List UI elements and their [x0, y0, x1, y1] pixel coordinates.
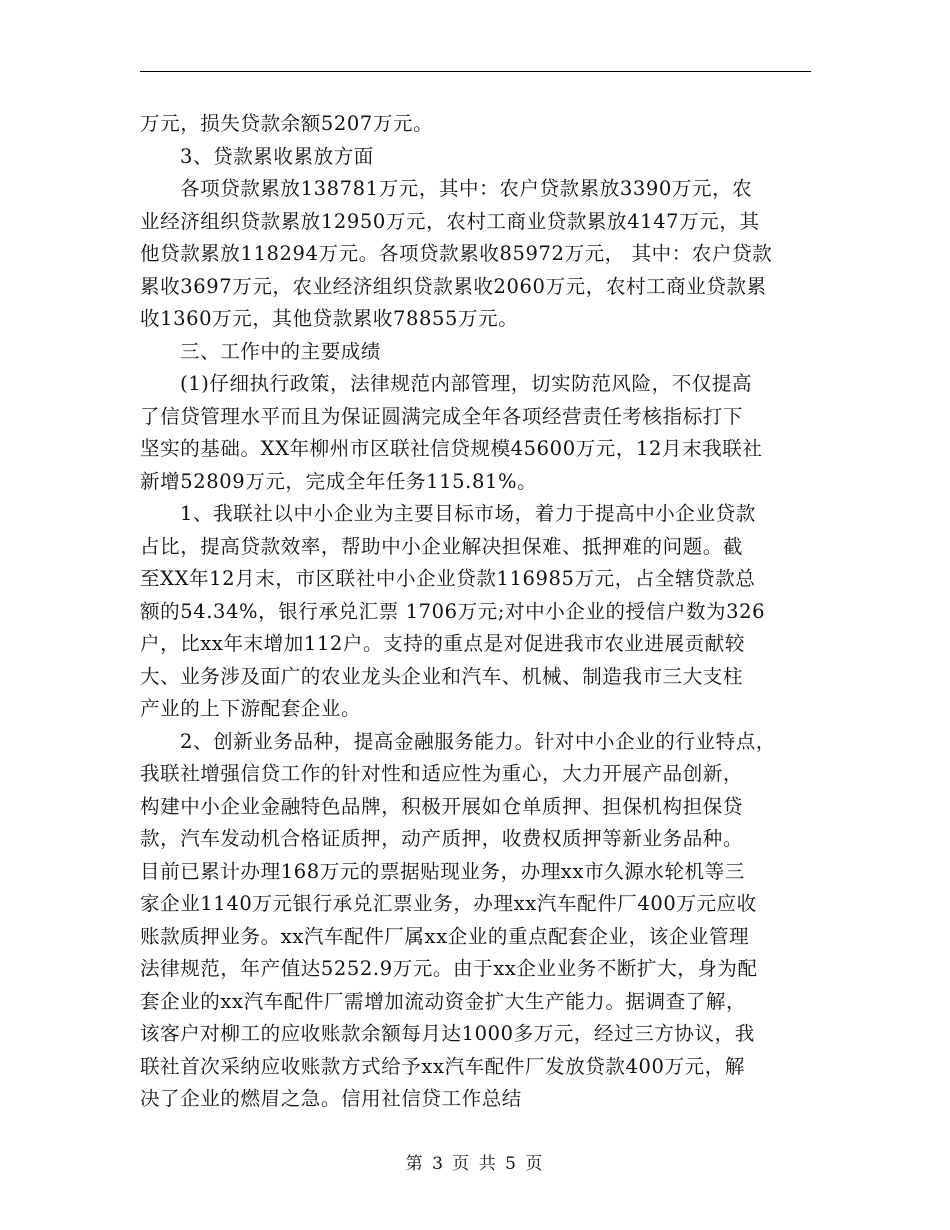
text-line: 账款质押业务。xx汽车配件厂属xx企业的重点配套企业，该企业管理 [140, 924, 750, 948]
text-line: 该客户对柳工的应收账款余额每月达1000多万元，经过三方协议，我 [140, 1022, 755, 1045]
text-line: 收1360万元，其他贷款累收78855万元。 [140, 307, 519, 330]
text-line: 他贷款累放118294万元。各项贷款累收85972万元， 其中：农户贷款 [140, 242, 773, 265]
text-line: 联社首次采纳应收账款方式给予xx汽车配件厂发放贷款400万元，解 [140, 1054, 745, 1078]
text-line: 坚实的基础。XX年柳州市区联社信贷规模45600万元，12月末我联社 [140, 437, 763, 460]
document-body [140, 108, 830, 1116]
text-line: 决了企业的燃眉之急。信用社信贷工作总结 [140, 1087, 522, 1110]
text-line: 家企业1140万元银行承兑汇票业务，办理xx汽车配件厂400万元应收 [140, 892, 757, 915]
text-line: 目前已累计办理168万元的票据贴现业务，办理xx市久源水轮机等三 [140, 859, 745, 883]
page-number-footer: 第 3 页 共 5 页 [405, 1154, 545, 1174]
text-line: 产业的上下游配套企业。 [140, 697, 362, 720]
text-line: 占比，提高贷款效率，帮助中小企业解决担保难、抵押难的问题。截 [140, 534, 744, 558]
text-line: 2、创新业务品种，提高金融服务能力。针对中小企业的行业特点， [180, 729, 776, 753]
text-line: 1、我联社以中小企业为主要目标市场，着力于提高中小企业贷款 [180, 502, 756, 525]
text-line: 累收3697万元，农业经济组织贷款累收2060万元，农村工商业贷款累 [140, 274, 767, 298]
text-line: 各项贷款累放138781万元，其中：农户贷款累放3390万元，农 [180, 177, 753, 200]
text-line: 了信贷管理水平而且为保证圆满完成全年各项经营责任考核指标打下 [140, 404, 744, 428]
text-line: 款，汽车发动机合格证质押，动产质押，收费权质押等新业务品种。 [140, 827, 744, 850]
text-line: 我联社增强信贷工作的针对性和适应性为重心，大力开展产品创新， [140, 762, 744, 785]
text-line: 户，比xx年末增加112户。支持的重点是对促进我市农业进展贡献较 [140, 632, 745, 655]
text-line: 万元，损失贷款余额5207万元。 [140, 112, 434, 135]
text-line: (1)仔细执行政策，法律规范内部管理，切实防范风险，不仅提高 [180, 372, 753, 395]
text-line: 额的54.34%，银行承兑汇票 1706万元;对中小企业的授信户数为326 [140, 599, 766, 623]
text-line: 至XX年12月末，市区联社中小企业贷款116985万元，占全辖贷款总 [140, 567, 756, 590]
text-line: 套企业的xx汽车配件厂需增加流动资金扩大生产能力。据调查了解， [140, 989, 747, 1013]
header-rule [140, 71, 811, 72]
section-heading: 3、贷款累收累放方面 [180, 144, 374, 168]
section-heading: 三、工作中的主要成绩 [180, 339, 382, 363]
text-line: 新增52809万元，完成全年任务115.81%。 [140, 469, 538, 493]
text-line: 大、业务涉及面广的农业龙头企业和汽车、机械、制造我市三大支柱 [140, 664, 744, 688]
text-line: 法律规范，年产值达5252.9万元。由于xx企业业务不断扩大，身为配 [140, 957, 758, 980]
text-line: 业经济组织贷款累放12950万元，农村工商业贷款累放4147万元，其 [140, 209, 760, 233]
text-line: 构建中小企业金融特色品牌，积极开展如仓单质押、担保机构担保贷 [140, 794, 744, 818]
